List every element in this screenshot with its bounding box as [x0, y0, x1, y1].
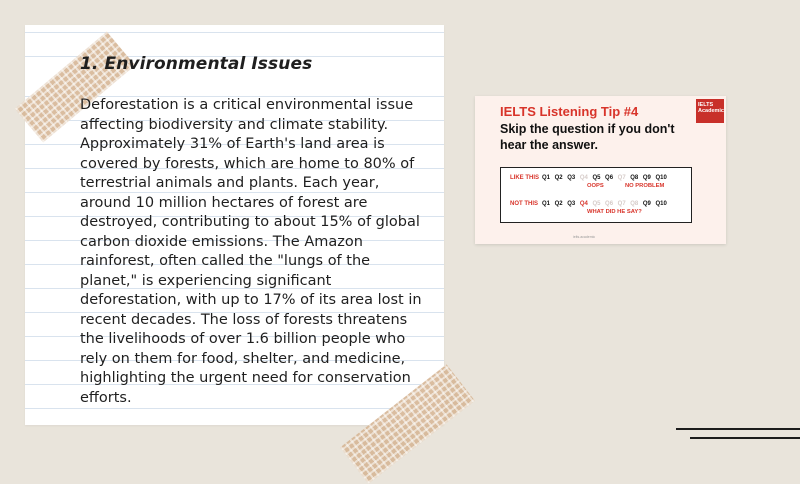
oops-note: OOPS — [587, 183, 604, 189]
question-diagram — [500, 167, 692, 223]
question-label: Q2 — [554, 175, 563, 181]
question-label: Q6 — [605, 201, 614, 207]
question-label: Q8 — [630, 201, 639, 207]
question-label: Q5 — [592, 201, 601, 207]
question-label: Q7 — [617, 175, 626, 181]
question-label: Q3 — [567, 175, 576, 181]
question-label: Q8 — [630, 175, 639, 181]
article-body: Deforestation is a critical environmental issue affecting biodiversity and climate stability. Approximately 31% of Earth's land area is covered by forests, which are home to 80% of terrestrial animals and plants. Each year, around 10 million hectares of forest are destroyed, contributing to about 15% of global carbon dioxide emissions. The Amazon rainforest, often called the "lungs of the planet," is experiencing significant deforestation, with up to 17% of its area lost in recent decades. The loss of forests threatens the livelihoods of over 1.6 billion people who rely on them for food, shelter, and medicine, highlighting the urgent need for conservation efforts. — [80, 97, 422, 406]
question-label: Q10 — [655, 201, 667, 207]
question-label: Q10 — [655, 175, 667, 181]
tip-subtitle: Skip the question if you don't hear the answer. — [500, 122, 675, 152]
like-this-row — [501, 175, 671, 181]
what-did-he-say-note: WHAT DID HE SAY? — [587, 209, 642, 215]
question-label: Q3 — [567, 201, 576, 207]
row-label: LIKE THIS — [510, 175, 540, 181]
decorative-line — [690, 437, 800, 439]
ielts-tip-card — [475, 96, 726, 244]
question-label: Q1 — [542, 201, 551, 207]
question-label: Q7 — [617, 201, 626, 207]
lined-note-page — [25, 25, 444, 425]
question-label: Q4 — [579, 175, 588, 181]
brand-logo: IELTS Academic — [696, 99, 724, 123]
question-label: Q6 — [605, 175, 614, 181]
tip-footer: ielts.academic — [573, 235, 596, 239]
row-label: NOT THIS — [510, 201, 538, 207]
question-label: Q4 — [579, 201, 588, 207]
article — [80, 53, 425, 408]
question-label: Q1 — [542, 175, 551, 181]
question-label: Q5 — [592, 175, 601, 181]
question-label: Q9 — [642, 175, 651, 181]
question-label: Q9 — [642, 201, 651, 207]
tip-title: IELTS Listening Tip #4 — [500, 104, 639, 119]
decorative-line — [676, 428, 800, 430]
article-heading: 1. Environmental Issues — [80, 54, 313, 74]
question-label: Q2 — [554, 201, 563, 207]
no-problem-note: NO PROBLEM — [625, 183, 665, 189]
not-this-row — [501, 201, 671, 207]
